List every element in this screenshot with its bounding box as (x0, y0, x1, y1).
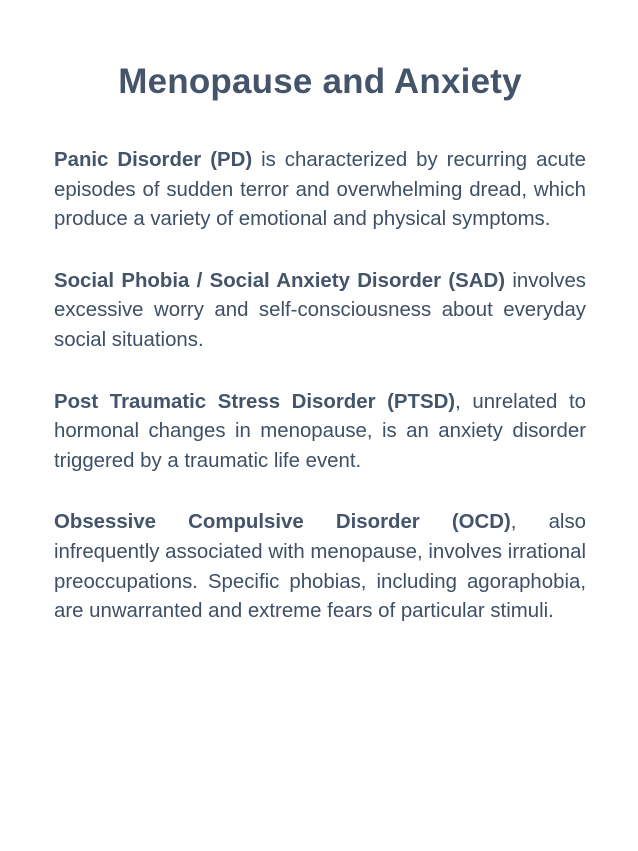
description-ptsd: , unrelated to hormonal changes in menopause, is an anxiety disorder triggered by a traumatic life event. (54, 390, 586, 472)
description-panic-disorder: is characterized by recurring acute episodes of sudden terror and overwhelming dread, which produce a variety of emotional and physical symptoms. (54, 149, 586, 231)
description-social-anxiety-disorder: involves excessive worry and self-consciousness about everyday social situations. (54, 269, 586, 351)
slide-content (54, 146, 586, 627)
description-ocd: , also infrequently associated with menopause, involves irrational preoccupations. Specific phobias, including agoraphobia, are unwarranted and extreme fears of particular stimuli. (54, 511, 586, 623)
term-ptsd: Post Traumatic Stress Disorder (PTSD) (54, 390, 456, 413)
term-ocd: Obsessive Compulsive Disorder (OCD) (54, 511, 511, 534)
paragraph-ptsd (54, 388, 586, 477)
term-social-anxiety-disorder: Social Phobia / Social Anxiety Disorder (SAD) (54, 269, 506, 292)
paragraph-ocd (54, 508, 586, 626)
paragraph-social-anxiety-disorder (54, 267, 586, 356)
page-title: Menopause and Anxiety (118, 62, 522, 101)
term-panic-disorder: Panic Disorder (PD) (54, 149, 253, 171)
paragraph-panic-disorder (54, 146, 586, 235)
